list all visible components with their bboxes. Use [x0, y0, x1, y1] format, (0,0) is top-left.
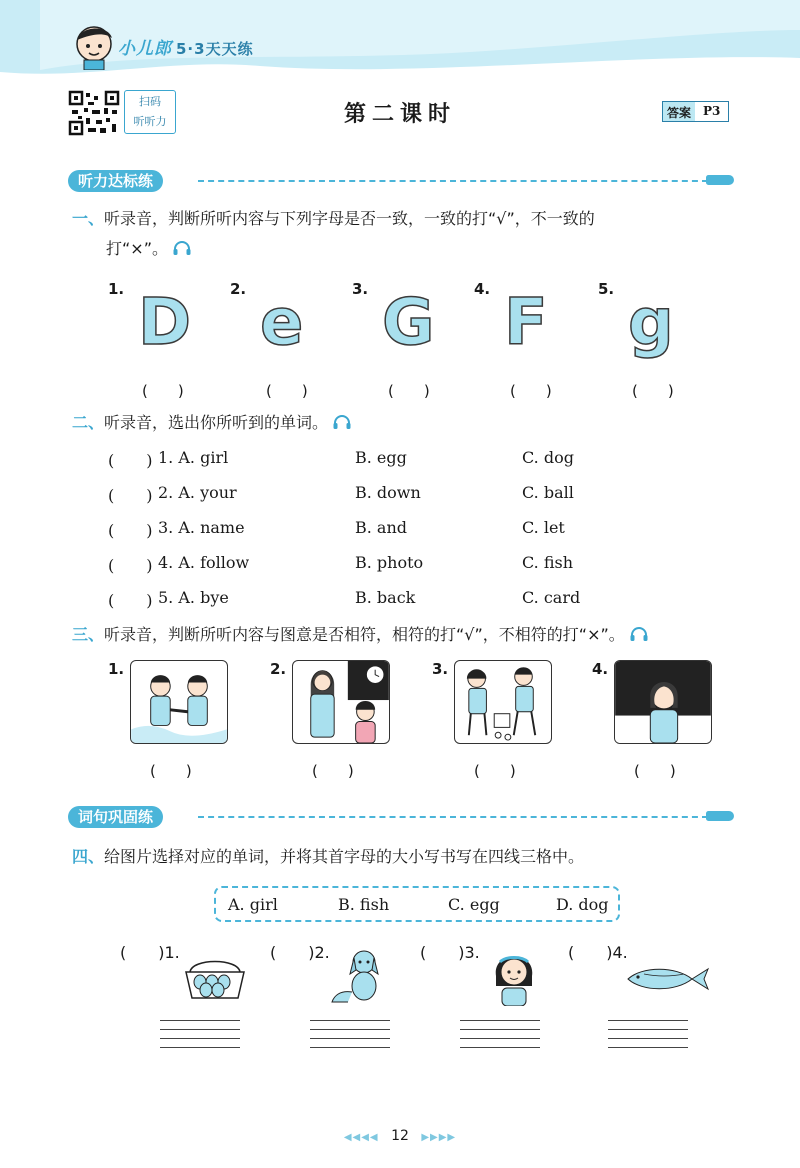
four-line-grid[interactable]: [160, 1020, 240, 1056]
letter-number: 2.: [230, 280, 247, 298]
word-option-b: B. fish: [338, 895, 390, 914]
option-c: C. ball: [522, 483, 574, 502]
word-row-5: [108, 588, 628, 614]
picture-number: 2.: [270, 660, 287, 678]
answer-blank[interactable]: ( ): [108, 451, 153, 470]
fish-icon: [624, 964, 712, 994]
answer-blank[interactable]: ( )4.: [568, 943, 628, 962]
section-title-listening: 听力达标练: [68, 170, 163, 192]
word-row-3: [108, 518, 628, 544]
question-3-number: 三、: [72, 625, 105, 644]
option-c: C. dog: [522, 448, 574, 467]
question-2-number: 二、: [72, 413, 105, 432]
option-c: C. fish: [522, 553, 574, 572]
option-c: C. card: [522, 588, 581, 607]
option-a: 4. A. follow: [158, 553, 250, 572]
answer-blank[interactable]: ( ): [632, 382, 674, 400]
question-1-number: 一、: [72, 209, 105, 228]
scan-label-line2: 听听力: [133, 115, 167, 128]
picture-number: 1.: [108, 660, 125, 678]
question-3-text: 听录音，判断所听内容与图意是否相符，相符的打“√”，不相符的打“×”。: [104, 625, 625, 644]
option-b: B. photo: [355, 553, 424, 572]
teacher-and-girl-picture: [292, 660, 390, 744]
answer-blank[interactable]: ( ): [266, 382, 308, 400]
section-banner-consolidation: [68, 806, 734, 828]
option-a: 5. A. bye: [158, 588, 229, 607]
brand-title: [118, 34, 254, 59]
answer-blank[interactable]: ( ): [474, 762, 516, 780]
word-option-a: A. girl: [228, 895, 278, 914]
question-1-text-line1: 听录音，判断所听内容与下列字母是否一致，一致的打“√”，不一致的: [104, 209, 595, 228]
answer-page: P3: [703, 104, 721, 118]
answer-blank[interactable]: ( ): [634, 762, 676, 780]
lesson-title: 第二课时: [343, 102, 456, 127]
question-4-instruction: [72, 842, 584, 872]
picture-number: 4.: [592, 660, 609, 678]
right-arrows-icon: ▶▶▶▶: [421, 1132, 457, 1143]
letter-number: 4.: [474, 280, 491, 298]
answer-blank[interactable]: ( )3.: [420, 943, 480, 962]
four-line-grid[interactable]: [310, 1020, 390, 1056]
question-4-text: 给图片选择对应的单词，并将其首字母的大小写书写在四线三格中。: [104, 847, 585, 866]
question-3-instruction: [72, 620, 648, 650]
egg-basket-icon: [182, 954, 248, 1000]
dog-icon: [328, 946, 388, 1006]
page-number: 12: [391, 1128, 409, 1144]
answer-blank[interactable]: ( )2.: [270, 943, 330, 962]
answer-reference[interactable]: [662, 101, 729, 122]
answer-blank[interactable]: ( ): [108, 556, 153, 575]
four-line-grid[interactable]: [608, 1020, 688, 1056]
letter-number: 5.: [598, 280, 615, 298]
girl-at-blackboard-picture: [614, 660, 712, 744]
answer-blank[interactable]: ( ): [388, 382, 430, 400]
option-a: 3. A. name: [158, 518, 245, 537]
picture-number: 3.: [432, 660, 449, 678]
option-b: B. and: [355, 518, 408, 537]
section-title-consolidation: 词句巩固练: [68, 806, 163, 828]
question-2-text: 听录音，选出你所听到的单词。: [104, 413, 329, 432]
headphones-icon[interactable]: [173, 240, 191, 256]
option-c: C. let: [522, 518, 565, 537]
option-b: B. back: [355, 588, 416, 607]
word-options-box: [214, 886, 620, 922]
brand-script: 小儿郎: [118, 39, 172, 59]
children-with-bucket-picture: [454, 660, 552, 744]
answer-blank[interactable]: ( ): [108, 486, 153, 505]
option-b: B. egg: [355, 448, 407, 467]
four-line-grid[interactable]: [460, 1020, 540, 1056]
question-4-number: 四、: [72, 847, 105, 866]
brand-text: 5·3天天练: [176, 40, 254, 58]
headphones-icon[interactable]: [630, 626, 648, 642]
boy-mascot-icon: [72, 22, 116, 70]
section-banner-listening: [68, 170, 734, 192]
word-option-d: D. dog: [556, 895, 609, 914]
option-a: 1. A. girl: [158, 448, 229, 467]
headphones-icon[interactable]: [333, 414, 351, 430]
girl-icon: [486, 946, 542, 1006]
letter-glyph: F: [504, 286, 548, 360]
answer-blank[interactable]: ( ): [510, 382, 552, 400]
pencil-icon: [706, 175, 734, 185]
answer-blank[interactable]: ( ): [142, 382, 184, 400]
letter-glyph: g: [628, 286, 674, 360]
pencil-icon: [706, 811, 734, 821]
answer-blank[interactable]: ( ): [108, 591, 153, 610]
answer-blank[interactable]: ( ): [312, 762, 354, 780]
answer-blank[interactable]: ( )1.: [120, 943, 180, 962]
letter-number: 1.: [108, 280, 125, 298]
option-b: B. down: [355, 483, 421, 502]
question-2-instruction: [72, 408, 351, 438]
handshake-picture: [130, 660, 228, 744]
word-row-1: [108, 448, 628, 474]
word-row-4: [108, 553, 628, 579]
answer-blank[interactable]: ( ): [108, 521, 153, 540]
answer-label: 答案: [663, 102, 695, 121]
left-arrows-icon: ◀◀◀◀: [343, 1132, 379, 1143]
scan-label-line1: 扫码: [139, 95, 161, 108]
word-option-c: C. egg: [448, 895, 500, 914]
option-a: 2. A. your: [158, 483, 237, 502]
letter-number: 3.: [352, 280, 369, 298]
question-1-text-line2: 打“×”。: [106, 239, 168, 258]
answer-blank[interactable]: ( ): [150, 762, 192, 780]
letter-glyph: e: [260, 286, 304, 360]
letter-glyph: D: [138, 286, 192, 360]
letter-glyph: G: [382, 286, 435, 360]
question-1-instruction: [72, 204, 732, 264]
page-number-footer: [0, 1128, 800, 1144]
word-row-2: [108, 483, 628, 509]
